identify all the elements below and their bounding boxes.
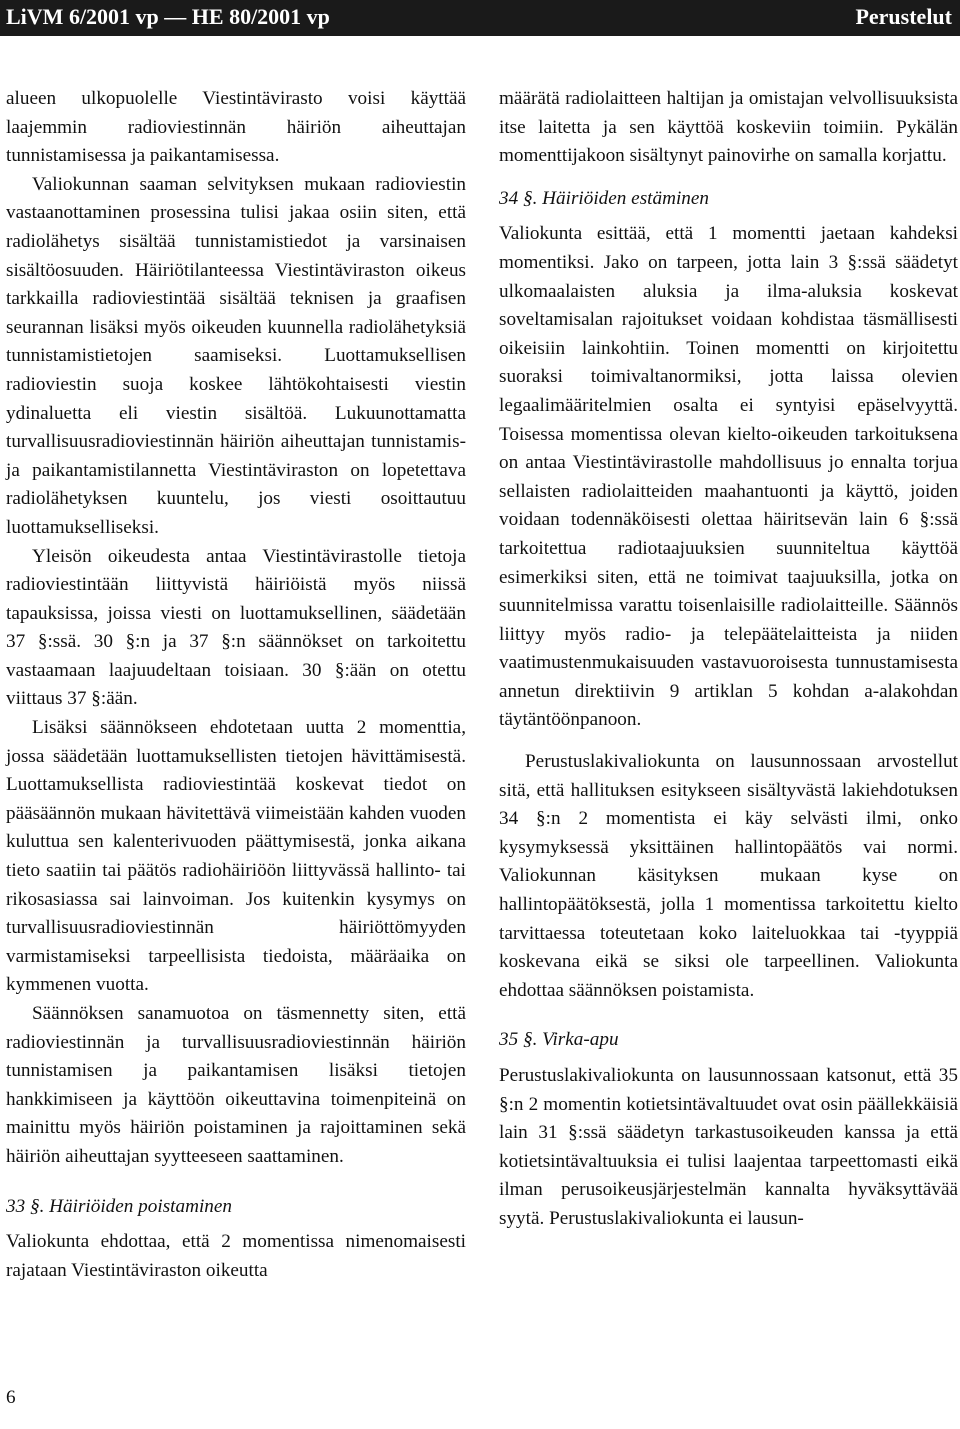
paragraph: Valiokunnan saaman selvityksen mukaan radioviestin vastaanottaminen prosessina tulisi jakaa osiin siten, että radiolähetys sisältää tunnistamistiedot ja varsinaisen sisältöosuuden. Häiriötilanteessa Viestintäviraston oikeus tarkkailla radioviestintää sisältää teknisen ja graafisen seurannan lisäksi myös oikeuden kuunnella radiolähetyksiä tunnistamistietojen saamiseksi. Luottamuksellisen radioviestin suoja koskee lähtökohtaisesti viestin ydinaluetta eli viestin sisältöä. Lukuunottamatta turvallisuusradioviestinnän häiriön aiheuttajan tunnistamis- ja paikantamistilannetta Viestintäviraston on lopetettava radiolähetyksen kuuntelu, jos viesti osoittautuu luottamukselliseksi. xyxy=(6,173,466,538)
section-heading-34: 34 §. Häiriöiden estäminen xyxy=(499,187,709,209)
paragraph: määrätä radiolaitteen haltijan ja omistajan velvollisuuksista itse laitetta ja sen käyttöä koskeviin toimiin. Pykälän momenttijakoon sisältynyt painovirhe on samalla korjattu. xyxy=(499,88,958,167)
paragraph: Yleisön oikeudesta antaa Viestintävirastolle tietoja radioviestintään liittyvistä häiriöistä myös niissä tapauksissa, joissa viesti on luottamuksellinen, säädetään 37 §:ssä. 30 §:n ja 37 §:n säännökset on tarkoitettu vastaamaan laajuudeltaan toisiaan. 30 §:ään on otettu viittaus 37 §:ään. xyxy=(6,545,466,710)
paragraph: Valiokunta esittää, että 1 momentti jaetaan kahdeksi momentiksi. Jako on tarpeen, jotta lain 3 §:ssä säädetyt ulkomaalaisten aluksia ja ilma-aluksia koskevat soveltamisalan rajoitukset voidaan kohdistaa täsmällisesti oikeisiin lainkohtiin. Toinen momentti on kirjoitettu suoraksi toimivaltanormiksi, jotta laissa olevien legaalimääritelmien osalta ei syntyisi epäselvyyttä. Toisessa momentissa olevan kielto-oikeuden tarkoituksena on antaa Viestintävirastolle mahdollisuus jo ennalta torjua sellaisten radiolaitteiden maahantuonti ja käyttö, joiden voidaan todennäköisesti olettaa häiritsevän lain 6 §:ssä tarkoitettua radiotaajuuksien suunniteltua käyttöä esimerkiksi siten, että ne toimivat taajuuksilla, jotka on suunnitelmissa varattu toisenlaisille radiolaitteille. Säännös liittyy myös radio- ja telepäätelaitteista ja niiden vaatimustenmukaisuuden vastavuoroisesta tunnustamisesta annetun direktiivin 9 artiklan 5 kohdan a-alakohdan täytäntöönpanoon. xyxy=(499,223,958,731)
paragraph: alueen ulkopuolelle Viestintävirasto voisi käyttää laajemmin radioviestinnän häiriön aiheuttajan tunnistamisessa ja paikantamisessa. xyxy=(6,88,466,167)
section-heading-35: 35 §. Virka-apu xyxy=(499,1029,619,1051)
right-column xyxy=(499,85,958,1234)
paragraph: Perustuslakivaliokunta on lausunnossaan arvostellut sitä, että hallituksen esitykseen sisältyvästä lakiehdotuksen 34 §:n 2 momentista ei käy selvästi ilmi, onko kysymyksessä yksittäinen hallintopäätös vai normi. Valiokunnan käsityksen mukaan kyse on hallintopäätöksestä, jolla 1 momentissa tarkoitettu kielto tarvittaessa toteutetaan koko laiteluokkaa tai -tyyppiä koskevana eikä se siksi ole tarpeellinen. Valiokunta ehdottaa säännöksen poistamista. xyxy=(499,751,958,1001)
paragraph: Perustuslakivaliokunta on lausunnossaan katsonut, että 35 §:n 2 momentin kotietsintävaltuudet ovat osin päällekkäisiä lain 31 §:ssä säädetyn tarkastusoikeuden kanssa ja että kotietsintävaltuuksia ei tulisi laajentaa tarpeettomasti eikä ilman perusoikeusjärjestelmän kannalta hyväksyttävää syytä. Perustuslakivaliokunta ei lausun- xyxy=(499,1065,958,1229)
paragraph: Valiokunta ehdottaa, että 2 momentissa nimenomaisesti rajataan Viestintäviraston oikeutta xyxy=(6,1231,466,1281)
header-document-id: LiVM 6/2001 vp — HE 80/2001 vp xyxy=(6,4,330,29)
page-number: 6 xyxy=(6,1387,16,1408)
paragraph: Lisäksi säännökseen ehdotetaan uutta 2 momenttia, jossa säädetään luottamuksellisten tietojen hävittämisestä. Luottamuksellista radioviestintää koskevat tiedot on pääsäännön mukaan hävitettävä viimeistään kahden vuoden kuluttua sen kalenterivuoden päättymisestä, jonka aikana tieto saatiin tai päätös radiohäiriöön liittyvässä hallinto- tai rikosasiassa sai lainvoiman. Jos kuitenkin kysymys on turvallisuusradioviestinnän häiriöttömyyden varmistamiseksi tarpeellisista tiedoista, määräaika on kymmenen vuotta. xyxy=(6,717,466,996)
header-section-title: Perustelut xyxy=(855,4,952,29)
running-header xyxy=(0,0,960,36)
section-heading-33: 33 §. Häiriöiden poistaminen xyxy=(6,1195,232,1217)
paragraph: Säännöksen sanamuotoa on täsmennetty siten, että radioviestinnän ja turvallisuusradioviestinnän häiriön tunnistamisen ja paikantamisen lisäksi tietojen hankkimiseen ja käyttöön oikeuttavina toimenpiteinä on mainittu myös häiriön poistaminen ja rajoittaminen sekä häiriön aiheuttajan syytteeseen saattaminen. xyxy=(6,1003,466,1167)
left-column xyxy=(6,85,466,1285)
